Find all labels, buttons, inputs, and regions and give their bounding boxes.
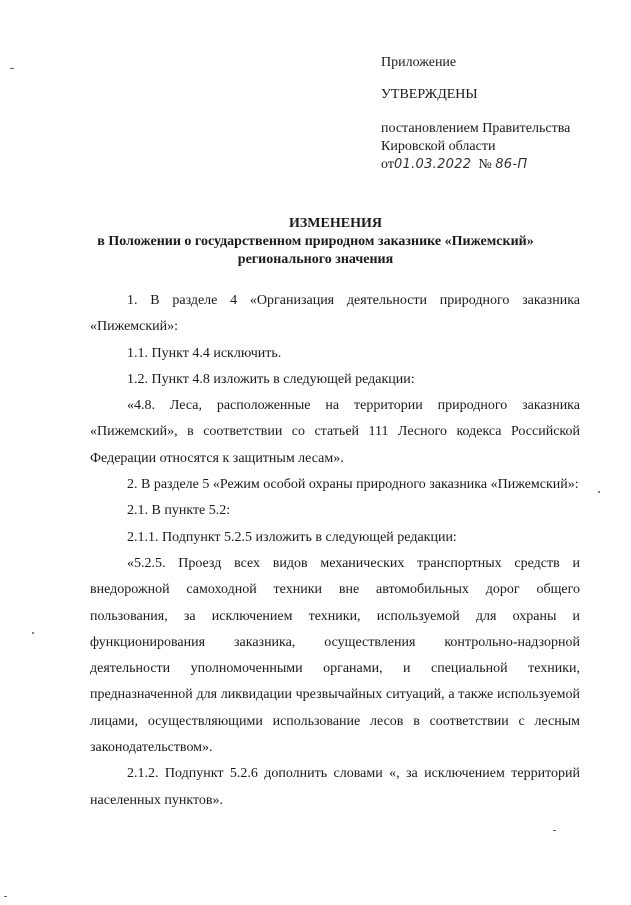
paragraph-1-1: 1.1. Пункт 4.4 исключить. — [127, 345, 282, 361]
scan-speck — [598, 491, 600, 493]
paragraph-2-1-1: 2.1.1. Подпункт 5.2.5 изложить в следующей редакции: — [127, 529, 457, 545]
title-line-3: регионального значения — [237, 252, 394, 267]
appendix-label: Приложение — [381, 55, 457, 70]
approval-header — [381, 54, 621, 174]
scan-speck — [4, 896, 7, 897]
paragraph-4-8: «4.8. Леса, расположенные на территории природного заказника «Пижемский», в соответствии со статьей 111 Лесного кодекса Российской Федерации относятся к защитным лесам». — [90, 398, 580, 466]
decree-date-line — [381, 156, 621, 174]
decree-line-2: Кировской области — [381, 139, 496, 154]
title-main: ИЗМЕНЕНИЯ — [289, 216, 382, 231]
document-title — [0, 215, 631, 269]
paragraph-2-1: 2.1. В пункте 5.2: — [127, 503, 231, 519]
decree-date: 01.03.2022 — [393, 157, 472, 172]
scan-speck — [32, 632, 34, 634]
title-line-2: в Положении о государственном природном заказнике «Пижемский» — [97, 234, 534, 249]
number-prefix: № — [478, 157, 492, 172]
paragraph-1: 1. В разделе 4 «Организация деятельности природного заказника «Пижемский»: — [90, 293, 580, 335]
date-prefix: от — [381, 157, 394, 172]
paragraph-1-2: 1.2. Пункт 4.8 изложить в следующей редакции: — [127, 371, 415, 387]
approved-label: УТВЕРЖДЕНЫ — [381, 87, 478, 102]
paragraph-2: 2. В разделе 5 «Режим особой охраны природного заказника «Пижемский»: — [127, 477, 579, 493]
paragraph-2-1-2: 2.1.2. Подпункт 5.2.6 дополнить словами «, за исключением территорий населенных пунктов». — [90, 766, 580, 808]
paragraph-5-2-5: «5.2.5. Проезд всех видов механических транспортных средств и внедорожной самоходной техники вне автомобильных дорог общего пользования, за исключением техники, используемой для охраны и функционирования заказника, осуществления контрольно-надзорной деятельности уполномоченными органами, и специальной техники, предназначенной для ликвидации чрезвычайных ситуаций, а также используемой лицами, осуществляющими использование лесов в соответствии с лесным законодательством». — [90, 555, 580, 756]
decree-line-1: постановлением Правительства — [381, 121, 571, 136]
scan-speck — [553, 830, 556, 831]
scan-speck — [10, 68, 14, 69]
document-body — [90, 288, 580, 814]
decree-number: 86-П — [495, 157, 528, 172]
